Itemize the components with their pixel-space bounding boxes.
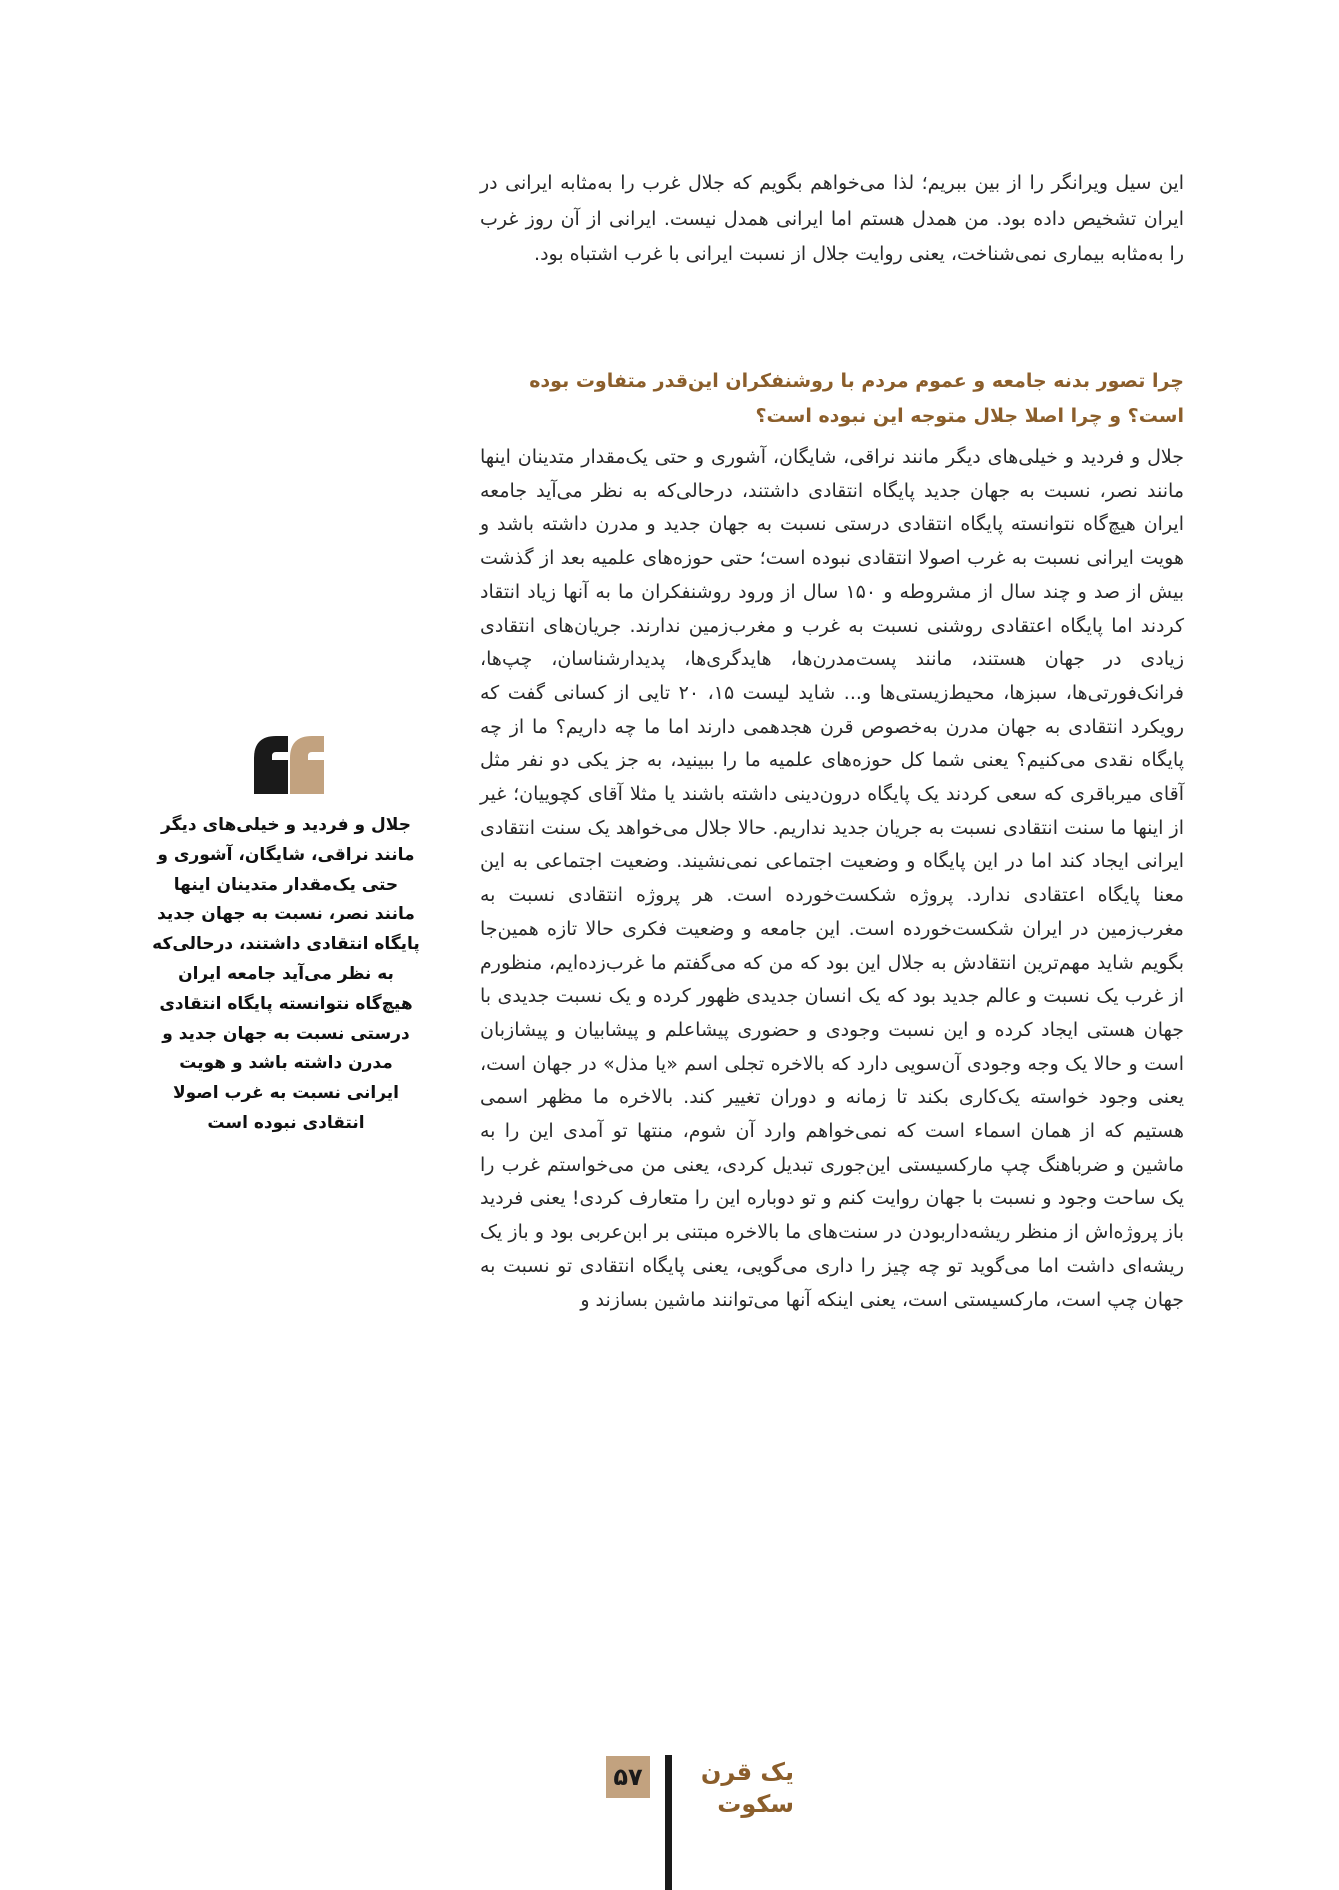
quote-mark-icon bbox=[254, 736, 324, 794]
quote-mark-dark-shape bbox=[254, 736, 288, 794]
interview-question: چرا تصور بدنه جامعه و عموم مردم با روشنفکران این‌قدر متفاوت بوده است؟ و چرا اصلا جلال متوجه این نبوده است؟ bbox=[529, 370, 1184, 427]
intro-paragraph: این سیل ویرانگر را از بین ببریم؛ لذا می‌خواهم بگویم که جلال غرب را به‌مثابه ایرانی در ایران تشخیص داده بود. من همدل هستم اما ایرانی همدل نیست. ایرانی از آن روز غرب را به‌مثابه بیماری نمی‌شناخت، یعنی روایت جلال از نسبت ایرانی با غرب اشتباه بود. bbox=[480, 172, 1184, 265]
answer-body-text: جلال و فردید و خیلی‌های دیگر مانند نراقی، شایگان، آشوری و حتی یک‌مقدار متدینان اینها مانند نصر، نسبت به جهان جدید پایگاه انتقادی داشتند، درحالی‌که به نظر می‌آید جامعه ایران هیچ‌گاه نتوانسته پایگاه انتقادی درستی نسبت به جهان جدید و مدرن داشته باشد و هویت ایرانی نسبت به غرب اصولا انتقادی نبوده است؛ حتی حوزه‌های علمیه بعد از گذشت بیش از صد و چند سال از مشروطه و ۱۵۰ سال از ورود روشنفکران ما به آنها زیاد انتقاد کردند اما پایگاه اعتقادی روشنی نسبت به غرب و مغرب‌زمین ندارند. جریان‌های انتقادی زیادی در جهان هستند، مانند پست‌مدرن‌ها، هایدگری‌ها، پدیدارشناسان، چپ‌ها، فرانک‌فورتی‌ها، سبزها، محیط‌زیستی‌ها و... شاید لیست ۱۵، ۲۰ تایی از کسانی گفت که رویکرد انتقادی به جهان مدرن به‌خصوص قرن هجدهمی دارند اما ما چه داریم؟ ما از چه پایگاه نقدی می‌کنیم؟ یعنی شما کل حوزه‌های علمیه ما را ببینید، به جز یکی دو نفر مثل آقای میرباقری که سعی کردند یک پایگاه درون‌دینی داشته باشند یا مثلا آقای کچوییان؛ غیر از اینها ما سنت انتقادی نسبت به جریان جدید نداریم. حالا جلال می‌خواهد یک سنت انتقادی ایرانی ایجاد کند اما در این پایگاه و وضعیت اجتماعی نمی‌نشیند. وضعیت اجتماعی به این معنا پایگاه اعتقادی ندارد. پروژه شکست‌خورده است. هر پروژه انتقادی نسبت به مغرب‌زمین در ایران شکست‌خورده است. این جامعه و وضعیت فکری حالا تازه همین‌جا بگویم شاید مهم‌ترین انتقادش به جلال این بود که من که می‌گفتم ما غرب‌زده‌ایم، منظورم از غرب یک نسبت و عالم جدید بود که یک انسان جدیدی ظهور کرده و یک نسبت جدیدی با جهان هستی ایجاد کرده و این نسبت وجودی و حضوری پیشاعلم و پیشابیان و پیشازبان است و حالا یک وجه وجودی آن‌سویی دارد که بالاخره تجلی اسم «یا مذل» در جهان است، یعنی وجود خواسته یک‌کاری بکند تا زمانه و دوران تغییر کند. بالاخره ما مظهر اسمی هستیم که از همان اسماء است که نمی‌خواهم وارد آن شوم، منتها تو آمدی این را به ماشین و ضرباهنگ چپ مارکسیستی این‌جوری تبدیل کردی، یعنی من می‌خواستم غرب را یک ساحت وجود و نسبت با جهان روایت کنم و تو دوباره این را متعارف کردی! یعنی فردید باز پروژه‌اش از منظر ریشه‌داربودن در سنت‌های ما بالاخره مبتنی بر ابن‌عربی بود و باز یک ریشه‌ای داشت اما می‌گوید تو چه چیز را داری می‌گویی، یعنی پایگاه انتقادی تو نسبت به جهان چپ است، مارکسیستی است، یعنی اینکه آنها می‌توانند ماشین بسازند و bbox=[480, 446, 1184, 1311]
pull-quote: جلال و فردید و خیلی‌های دیگر مانند نراقی، شایگان، آشوری و حتی یک‌مقدار متدینان اینها مانند نصر، نسبت به جهان جدید پایگاه انتقادی داشتند، درحالی‌که به نظر می‌آید جامعه ایران هیچ‌گاه نتوانسته پایگاه انتقادی درستی نسبت به جهان جدید و مدرن داشته باشد و هویت ایرانی نسبت به غرب اصولا انتقادی نبوده است bbox=[152, 815, 420, 1133]
series-title-line-1: یک قرن bbox=[700, 1758, 794, 1786]
footer-divider bbox=[665, 1755, 672, 1890]
series-title bbox=[684, 1756, 794, 1820]
series-title-line-2: سکوت bbox=[717, 1790, 794, 1818]
quote-mark-accent-shape bbox=[290, 736, 324, 794]
page-number: ۵۷ bbox=[606, 1756, 650, 1798]
